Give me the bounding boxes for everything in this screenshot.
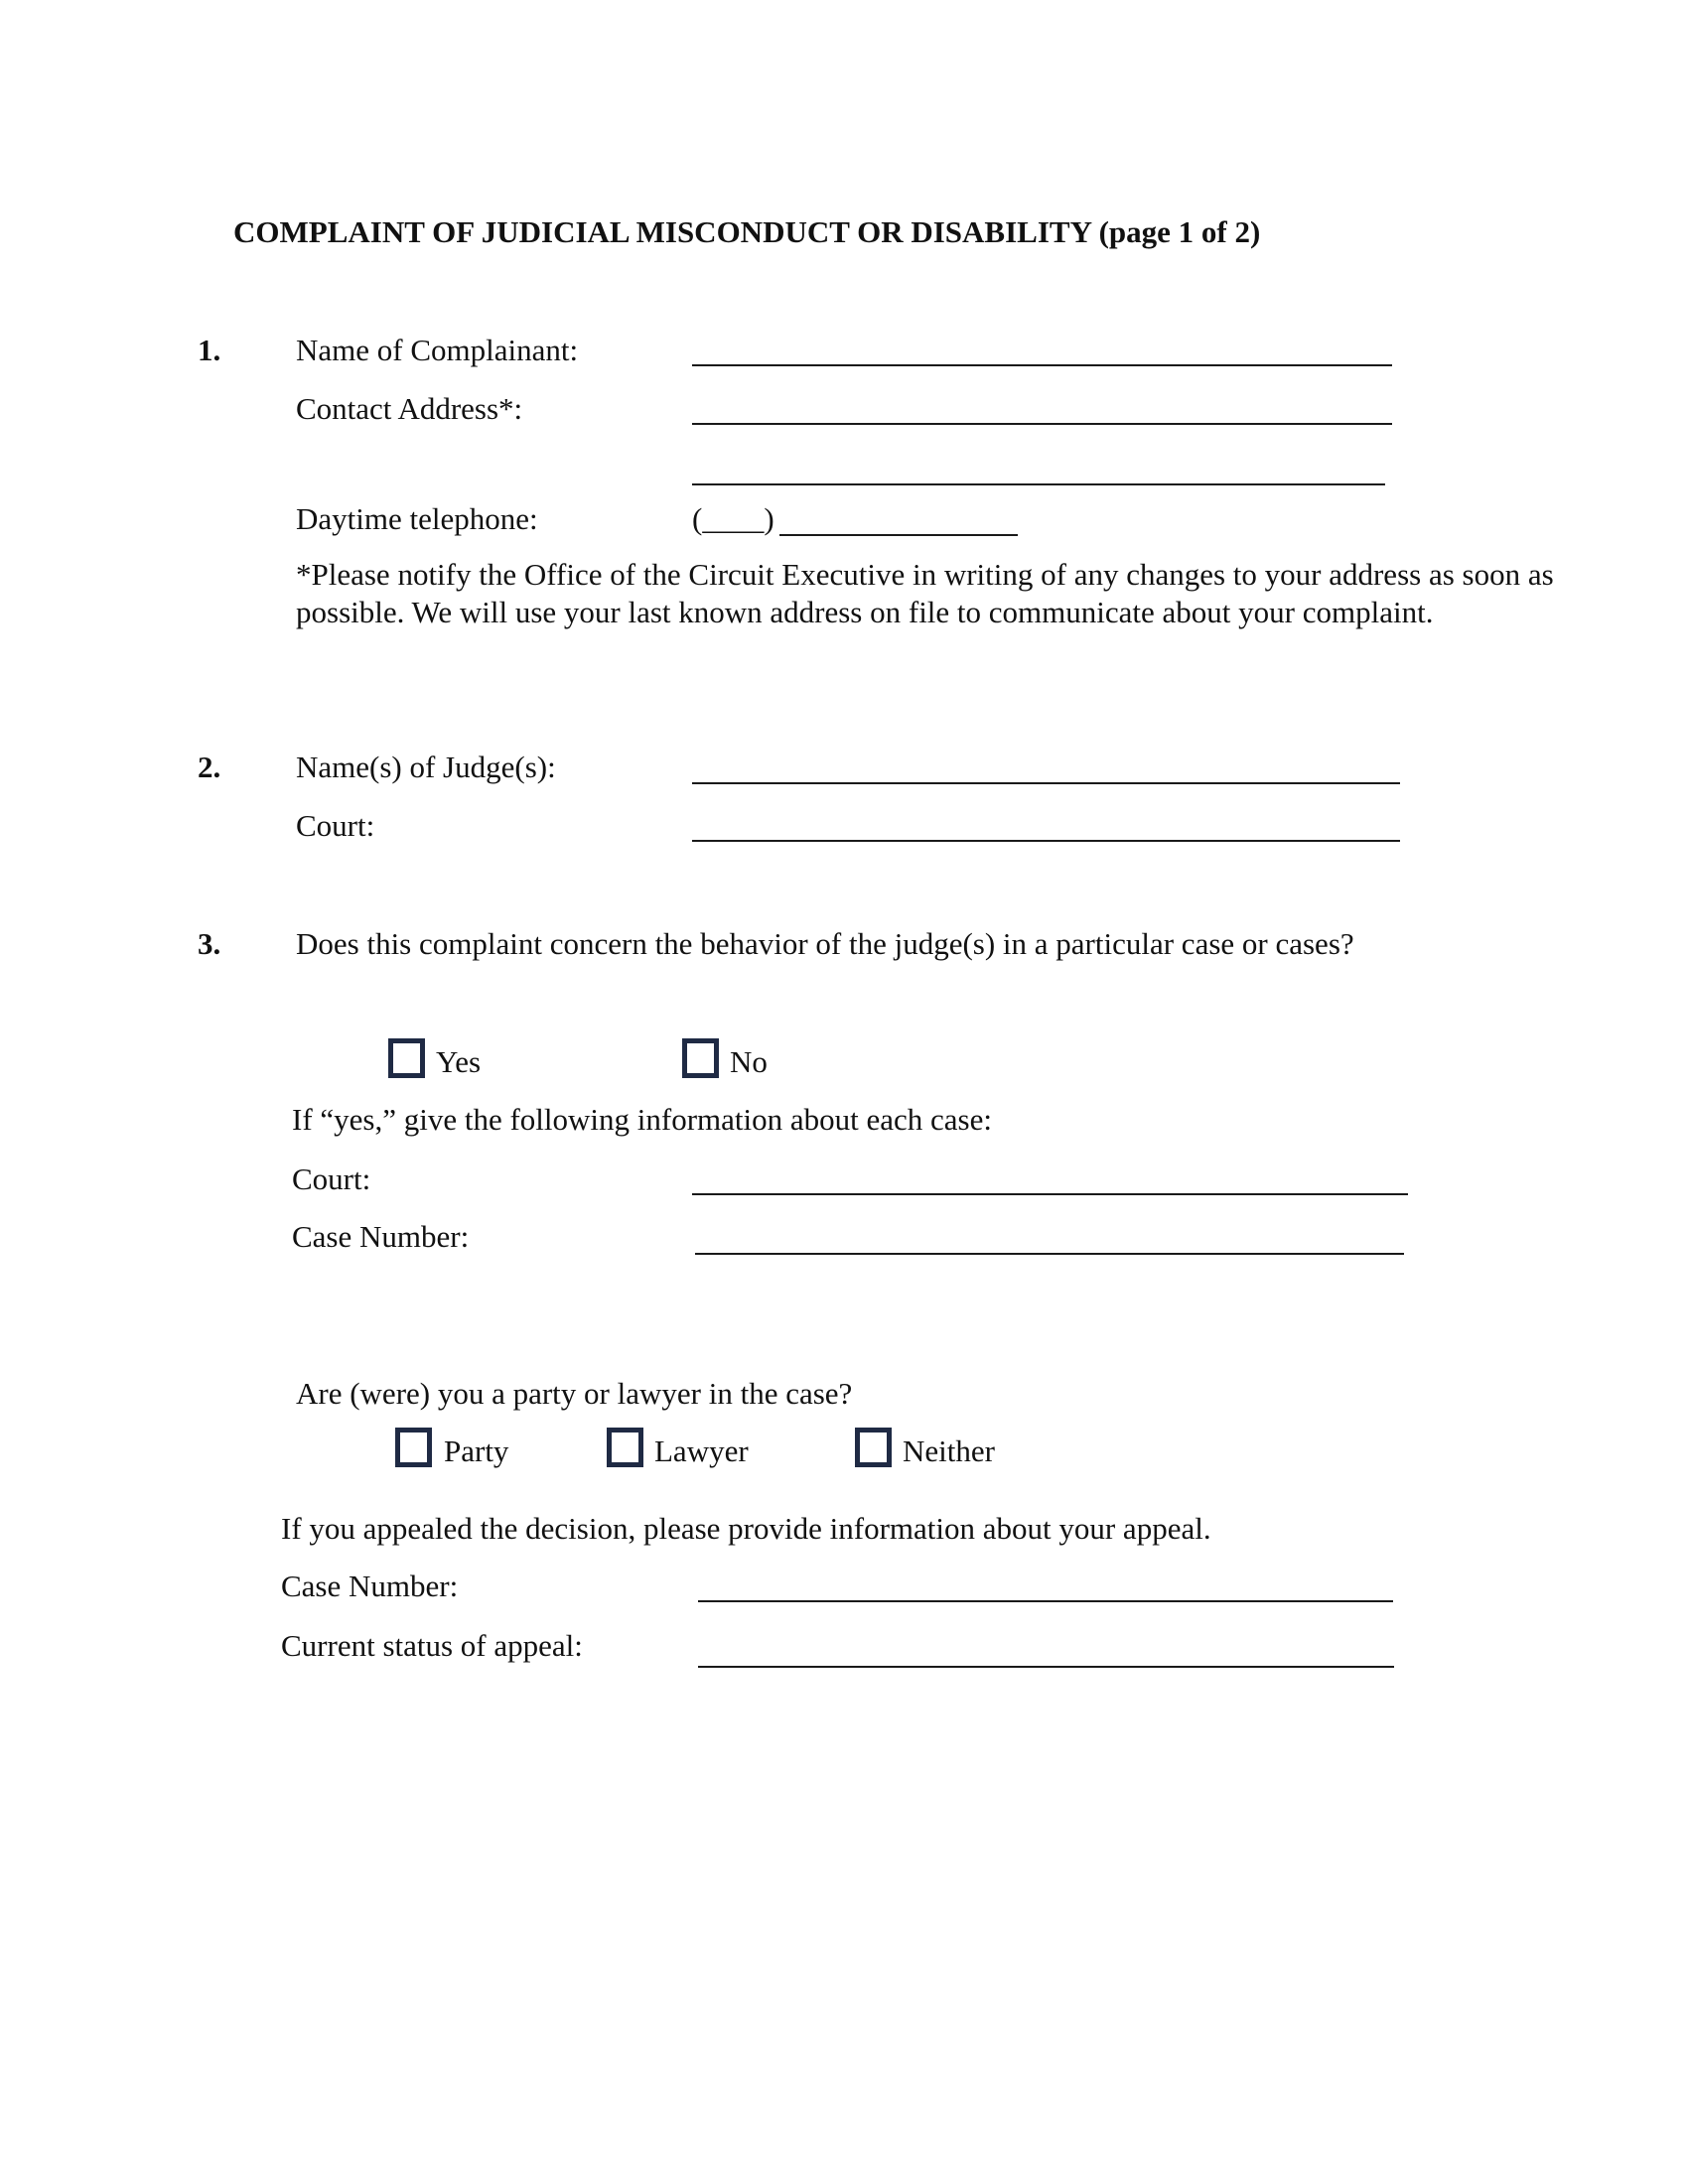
case-number-label: Case Number: — [292, 1219, 470, 1254]
lawyer-checkbox[interactable] — [607, 1428, 643, 1467]
judge-names-label: Name(s) of Judge(s): — [296, 750, 556, 784]
contact-address-field-1[interactable] — [692, 423, 1392, 425]
neither-checkbox[interactable] — [855, 1428, 892, 1467]
yes-checkbox[interactable] — [388, 1038, 425, 1078]
complainant-name-label: Name of Complainant: — [296, 333, 579, 367]
case-question: Does this complaint concern the behavior of the judge(s) in a particular case or cases? — [296, 926, 1354, 961]
party-label: Party — [444, 1433, 509, 1468]
section-1-number: 1. — [198, 333, 221, 367]
if-yes-instruction: If “yes,” give the following information about each case: — [292, 1102, 992, 1137]
judge-court-field[interactable] — [692, 840, 1400, 842]
phone-number-field[interactable] — [779, 534, 1018, 536]
judge-court-label: Court: — [296, 808, 375, 843]
appeal-case-number-label: Case Number: — [281, 1569, 459, 1603]
section-3-number: 3. — [198, 926, 221, 961]
appeal-status-field[interactable] — [698, 1666, 1394, 1668]
appeal-case-number-field[interactable] — [698, 1600, 1393, 1602]
case-number-field[interactable] — [695, 1253, 1404, 1255]
case-court-label: Court: — [292, 1161, 371, 1196]
case-court-field[interactable] — [692, 1193, 1408, 1195]
contact-address-field-2[interactable] — [692, 483, 1385, 485]
neither-label: Neither — [903, 1433, 995, 1468]
party-question: Are (were) you a party or lawyer in the case? — [296, 1376, 853, 1411]
appeal-instruction: If you appealed the decision, please provide information about your appeal. — [281, 1511, 1211, 1546]
no-label: No — [730, 1044, 768, 1079]
complainant-name-field[interactable] — [692, 364, 1392, 366]
address-change-note: *Please notify the Office of the Circuit Executive in writing of any changes to your address as soon as possible. We will use your last known address on file to communicate about your complaint. — [296, 557, 1554, 629]
lawyer-label: Lawyer — [654, 1433, 749, 1468]
no-checkbox[interactable] — [682, 1038, 719, 1078]
document-title: COMPLAINT OF JUDICIAL MISCONDUCT OR DISABILITY (page 1 of 2) — [233, 214, 1261, 249]
section-2-number: 2. — [198, 750, 221, 784]
appeal-status-label: Current status of appeal: — [281, 1628, 583, 1663]
contact-address-label: Contact Address*: — [296, 391, 523, 426]
phone-area-code-field[interactable]: (____) — [692, 501, 774, 536]
daytime-telephone-label: Daytime telephone: — [296, 501, 538, 536]
yes-label: Yes — [436, 1044, 482, 1079]
judge-names-field[interactable] — [692, 782, 1400, 784]
party-checkbox[interactable] — [395, 1428, 432, 1467]
